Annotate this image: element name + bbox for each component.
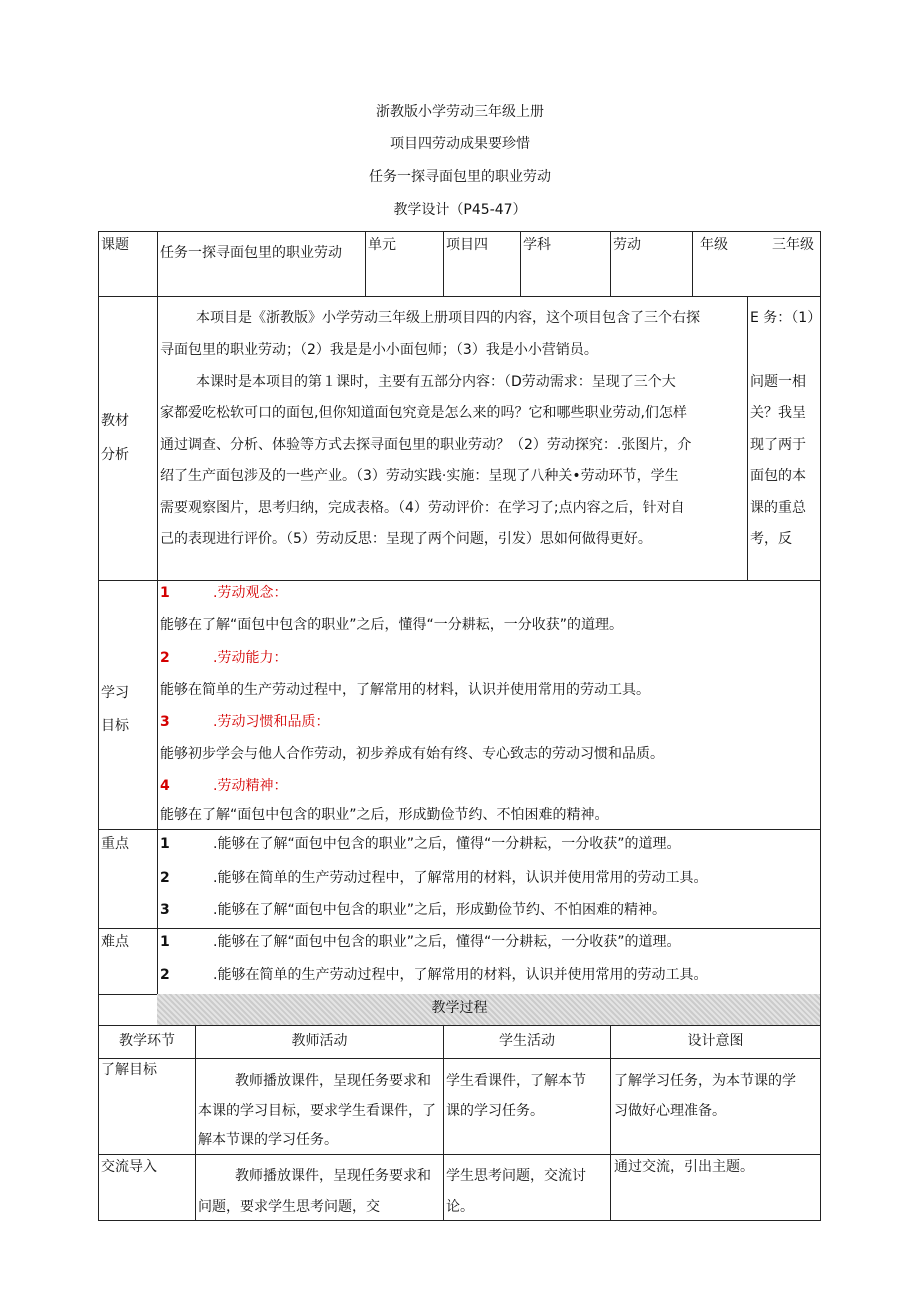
analysis-line: 通过调查、分析、体验等方式去探寻面包里的职业劳动？（2）劳动探究：.张图片，介 <box>160 437 692 453</box>
analysis-label-1: 教材 <box>101 413 129 429</box>
stage-cell: 了解目标 <box>101 1062 157 1078</box>
analysis-line: 绍了生产面包涉及的一些产业。（3）劳动实践·实施：呈现了八种关•劳动环节，学生 <box>160 468 679 484</box>
intent-cell-line: 通过交流，引出主题。 <box>614 1159 754 1175</box>
student-cell-line: 论。 <box>446 1199 474 1215</box>
key-point-number: 3 <box>160 902 170 918</box>
goals-label-2: 目标 <box>101 718 129 734</box>
analysis-line: 本课时是本项目的第１课时，主要有五部分内容：（D劳动需求：呈现了三个大 <box>196 374 676 390</box>
goal-number: 3 <box>160 714 170 730</box>
subject-value: 劳动 <box>613 237 641 253</box>
goal-text: 能够在了解“面包中包含的职业”之后，形成勤俭节约、不怕困难的精神。 <box>160 807 609 823</box>
analysis-line: 需要观察图片，思考归纳，完成表格。（4）劳动评价：在学习了;点内容之后，针对自 <box>160 500 685 516</box>
analysis-line: 寻面包里的职业劳动；（2）我是是小小面包师；（3）我是小小营销员。 <box>160 342 598 358</box>
teacher-cell-line: 教师播放课件，呈现任务要求和 <box>235 1168 431 1184</box>
goal-text: 能够在简单的生产劳动过程中，了解常用的材料，认识并使用常用的劳动工具。 <box>160 682 650 698</box>
unit-label: 单元 <box>368 237 396 253</box>
teacher-cell-line: 教师播放课件，呈现任务要求和 <box>235 1073 431 1089</box>
col-header-teacher: 教师活动 <box>291 1033 348 1049</box>
analysis-side-line: 关？我呈 <box>750 405 806 421</box>
teacher-cell-line: 问题，要求学生思考问题，交 <box>198 1199 380 1215</box>
goal-text: 能够在了解“面包中包含的职业”之后，懂得“一分耕耘，一分收获”的道理。 <box>160 617 624 633</box>
analysis-side-line: E 务：（1） <box>750 310 822 326</box>
analysis-line: 本项目是《浙教版》小学劳动三年级上册项目四的内容，这个项目包含了三个右探 <box>196 310 700 326</box>
student-cell-line: 学生看课件，了解本节 <box>446 1073 586 1089</box>
intent-cell-line: 了解学习任务，为本节课的学 <box>614 1073 796 1089</box>
analysis-side-line: 课的重总 <box>750 500 806 516</box>
doc-title-line4: 教学设计（P45-47） <box>393 202 527 218</box>
col-header-intent: 设计意图 <box>687 1033 744 1049</box>
subject-label: 学科 <box>523 237 551 253</box>
difficult-points-label: 难点 <box>101 934 129 950</box>
analysis-line: 己的表现进行评价。（5）劳动反思：呈现了两个问题，引发）思如何做得更好。 <box>160 531 652 547</box>
goal-number: 2 <box>160 650 170 666</box>
key-point-number: 1 <box>160 836 170 852</box>
key-point-text: .能够在了解“面包中包含的职业”之后，懂得“一分耕耘，一分收获”的道理。 <box>213 836 681 852</box>
topic-value: 任务一探寻面包里的职业劳动 <box>160 245 342 261</box>
goal-number: 1 <box>160 585 170 601</box>
goal-title: .劳动观念： <box>213 585 288 601</box>
key-points-label: 重点 <box>101 836 129 852</box>
student-cell-line: 课的学习任务。 <box>446 1103 544 1119</box>
unit-value: 项目四 <box>446 237 488 253</box>
intent-cell-line: 习做好心理准备。 <box>614 1103 726 1119</box>
goal-number: 4 <box>160 778 170 794</box>
goal-title: .劳动习惯和品质： <box>213 714 330 730</box>
key-point-number: 2 <box>160 870 170 886</box>
student-cell-line: 学生思考问题，交流讨 <box>446 1168 586 1184</box>
doc-title-line3: 任务一探寻面包里的职业劳动 <box>369 169 551 185</box>
difficult-point-text: .能够在简单的生产劳动过程中，了解常用的材料，认识并使用常用的劳动工具。 <box>213 967 708 983</box>
analysis-label-2: 分析 <box>101 447 129 463</box>
doc-title-line1: 浙教版小学劳动三年级上册 <box>376 104 544 120</box>
goals-label-1: 学习 <box>101 685 129 701</box>
teacher-cell-line: 本课的学习目标，要求学生看课件，了 <box>198 1103 436 1119</box>
process-heading: 教学过程 <box>431 1000 488 1016</box>
difficult-point-text: .能够在了解“面包中包含的职业”之后，懂得“一分耕耘，一分收获”的道理。 <box>213 934 681 950</box>
analysis-side-line: 考，反 <box>750 531 792 547</box>
key-point-text: .能够在了解“面包中包含的职业”之后，形成勤俭节约、不怕困难的精神。 <box>213 902 666 918</box>
grade-label: 年级 <box>700 237 728 253</box>
goal-title: .劳动能力： <box>213 650 288 666</box>
analysis-side-line: 面包的本 <box>750 468 806 484</box>
difficult-point-number: 1 <box>160 934 170 950</box>
analysis-side-line: 问题一相 <box>750 374 806 390</box>
doc-title-line2: 项目四劳动成果要珍惜 <box>390 136 530 152</box>
col-header-student: 学生活动 <box>499 1033 555 1049</box>
topic-label: 课题 <box>101 237 129 253</box>
goal-title: .劳动精神： <box>213 778 288 794</box>
grade-value: 三年级 <box>772 237 814 253</box>
analysis-side-line: 现了两于 <box>750 437 806 453</box>
goal-text: 能够初步学会与他人合作劳动，初步养成有始有终、专心致志的劳动习惯和品质。 <box>160 746 664 762</box>
difficult-point-number: 2 <box>160 967 170 983</box>
teacher-cell-line: 解本节课的学习任务。 <box>198 1132 338 1148</box>
col-header-stage: 教学环节 <box>119 1033 175 1049</box>
stage-cell: 交流导入 <box>101 1159 157 1175</box>
analysis-line: 家都爱吃松软可口的面包,但你知道面包究竟是怎么来的吗？它和哪些职业劳动,们怎样 <box>160 405 687 421</box>
key-point-text: .能够在简单的生产劳动过程中，了解常用的材料，认识并使用常用的劳动工具。 <box>213 870 708 886</box>
